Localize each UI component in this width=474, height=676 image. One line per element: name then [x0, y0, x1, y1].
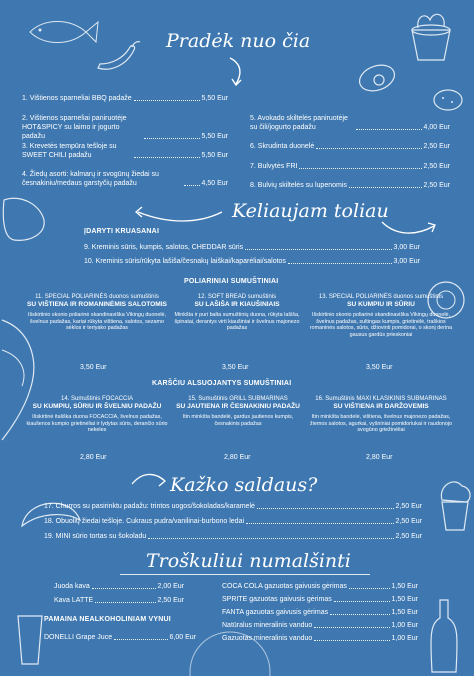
menu-item: Natūralus mineralinis vanduo 1,00 Eur	[222, 622, 418, 629]
menu-item: 7. Bulvytės FRI 2,50 Eur	[250, 163, 450, 170]
menu-item: 19. MINI sūrio tortas su šokoladu 2,50 Eur	[44, 533, 422, 540]
menu-item: FANTA gazuotas gaivusis gėrimas 1,50 Eur	[222, 609, 418, 616]
menu-item: DONELLI Grape Juce 6,00 Eur	[44, 634, 196, 641]
menu-item: Juoda kava 2,00 Eur	[54, 583, 184, 590]
arrow-down-icon	[226, 56, 248, 88]
cupcake-icon	[434, 470, 474, 540]
heading-thirst: Troškuliui numalšinti	[146, 550, 351, 572]
arrow-curve-icon	[130, 470, 174, 494]
menu-item: 2. Vištienos sparneliai paniruotėje HOT&SPICY su laimo ir jogurto padažu 5,50 Eur	[22, 115, 228, 140]
menu-item: 4. Žiedų asorti: kalmarų ir svogūnų žiedai su česnakiniu/medaus garstyčių padažu 4,50 Eur	[22, 171, 228, 187]
section-title-polar: POLIARINIAI SUMUŠTINIAI	[184, 278, 279, 285]
sandwich-item: 12. SOFT BREAD sumuštinis SU LAŠIŠA IR KIAUŠINIAIS Minkšta ir puri balta sumuštinių duona, rūkyta lašiša, špinatai, derantys virti kiaušiniai ir švelnus majonezo padažas	[174, 294, 300, 332]
sandwich-item: 13. SPECIAL POLIARINĖS duonos sumuštinis SU KUMPIU IR SŪRIU Išskirtinio skonio poliarinė skandinaviška Vikingų duonelė, švelnus padažas, sultingas kumpis, grietinėlė, traškios romaninės salotos, sūris, džiovinti pomidorai, o skonį derina gausus gardūs prieskoniai	[309, 294, 453, 338]
menu-item: 6. Skrudinta duonelė 2,50 Eur	[250, 143, 450, 150]
sandwich-price: 2,80 Eur	[224, 454, 251, 461]
section-title-croissants: ĮDARYTI KRUASANAI	[84, 228, 160, 235]
sandwich-price: 2,80 Eur	[80, 454, 107, 461]
menu-item: 9. Kreminis sūris, kumpis, salotos, CHEDDAR sūris 3,00 Eur	[84, 244, 420, 251]
menu-item: 10. Kreminis sūris/rūkyta lašiša/česnakų laiškai/kaparėliai/salotos 3,00 Eur	[84, 258, 420, 265]
menu-item: 3. Krevetės tempūra tešloje su SWEET CHILI padažu 5,50 Eur	[22, 143, 228, 159]
sandwich-price: 3,50 Eur	[222, 364, 249, 371]
menu-item: COCA COLA gazuotas gaivusis gėrimas 1,50 Eur	[222, 583, 418, 590]
sandwich-item: 15. Sumuštinis GRILL SUBMARINAS SU JAUTIENA IR ČESNAKINIU PADAŽU Itin minkšta bandelė, gardus jautienos kumpis, česnakinis padažas	[176, 396, 300, 427]
sandwich-item: 14. Sumuštinis FOCACCIA SU KUMPIU, SŪRIU IR ŠVELNIU PADAŽU Išskirtinė itališka duona FOCACCIA, švelnus padažas, kiaulienos kumpio grietinėliai ir lydytas sūris, derančio sūrio nekeles	[26, 396, 168, 434]
section-title-wine: PAMAINA NEALKOHOLINIAM VYNUI	[44, 616, 171, 623]
heading-travel: Keliaujam toliau	[232, 200, 389, 222]
arrow-curve-right-icon	[380, 218, 440, 240]
menu-item: 1. Vištienos sparneliai BBQ padaže 5,50 Eur	[22, 95, 228, 102]
menu-item: 17. Churros su pasirinktu padažu: trintos uogos/šokoladas/karamelė 2,50 Eur	[44, 503, 422, 510]
arrow-curve-left-icon	[128, 198, 224, 226]
bread-icon	[0, 190, 50, 250]
menu-item: Kava LATTE 2,50 Eur	[54, 597, 184, 604]
sandwich-item: 16. Sumuštinis MAXI KLASIKINIS SUBMARINAS SU VIŠTIENA IR DARŽOVEMIS Itin minkšta bandelė, vištiena, švelnus majonezo padažas, žiemos salotos, agurkai, vyšniniai pomidoriukai ir raudonojo svogūno griežinėliai	[309, 396, 453, 434]
sandwich-item: 11. SPECIAL POLIARINĖS duonos sumuštinis SU VIŠTIENA IR ROMANINĖMIS SALOTOMIS Išskirtinio skonio poliarinė skandinaviška Vikingų duonelė, švelnus padažas, kariai rūkyta vištiena, salotos, sezamo sėklos ir teriyako padažas	[27, 294, 167, 332]
chicken-bucket-icon	[400, 8, 460, 63]
heading-underline	[120, 574, 370, 575]
section-title-hot: KARŠČIU ALSUOJANTYS SUMUŠTINIAI	[152, 380, 292, 387]
sandwich-price: 2,80 Eur	[366, 454, 393, 461]
menu-item: 5. Avokado skiltelės paniruotėje su čili/jogurto padažu 4,00 Eur	[250, 115, 450, 131]
heading-start: Pradėk nuo čia	[166, 30, 311, 52]
heading-sweet: Kažko saldaus?	[170, 474, 318, 496]
menu-item: SPRITE gazuotas gaivusis gėrimas 1,50 Eur	[222, 596, 418, 603]
menu-item: Gazuotas mineralinis vanduo 1,00 Eur	[222, 635, 418, 642]
menu-item: 18. Obuolių žiedai tešloje. Cukraus pudra/vanilinai-burbono ledai 2,50 Eur	[44, 518, 422, 525]
fish-icon	[20, 12, 100, 52]
bottle-icon	[424, 596, 464, 674]
sandwich-price: 3,50 Eur	[366, 364, 393, 371]
avocado-icon	[355, 58, 400, 98]
sandwich-price: 3,50 Eur	[80, 364, 107, 371]
menu-item: 8. Bulvių skiltelės su lupenomis 2,50 Eur	[250, 182, 450, 189]
